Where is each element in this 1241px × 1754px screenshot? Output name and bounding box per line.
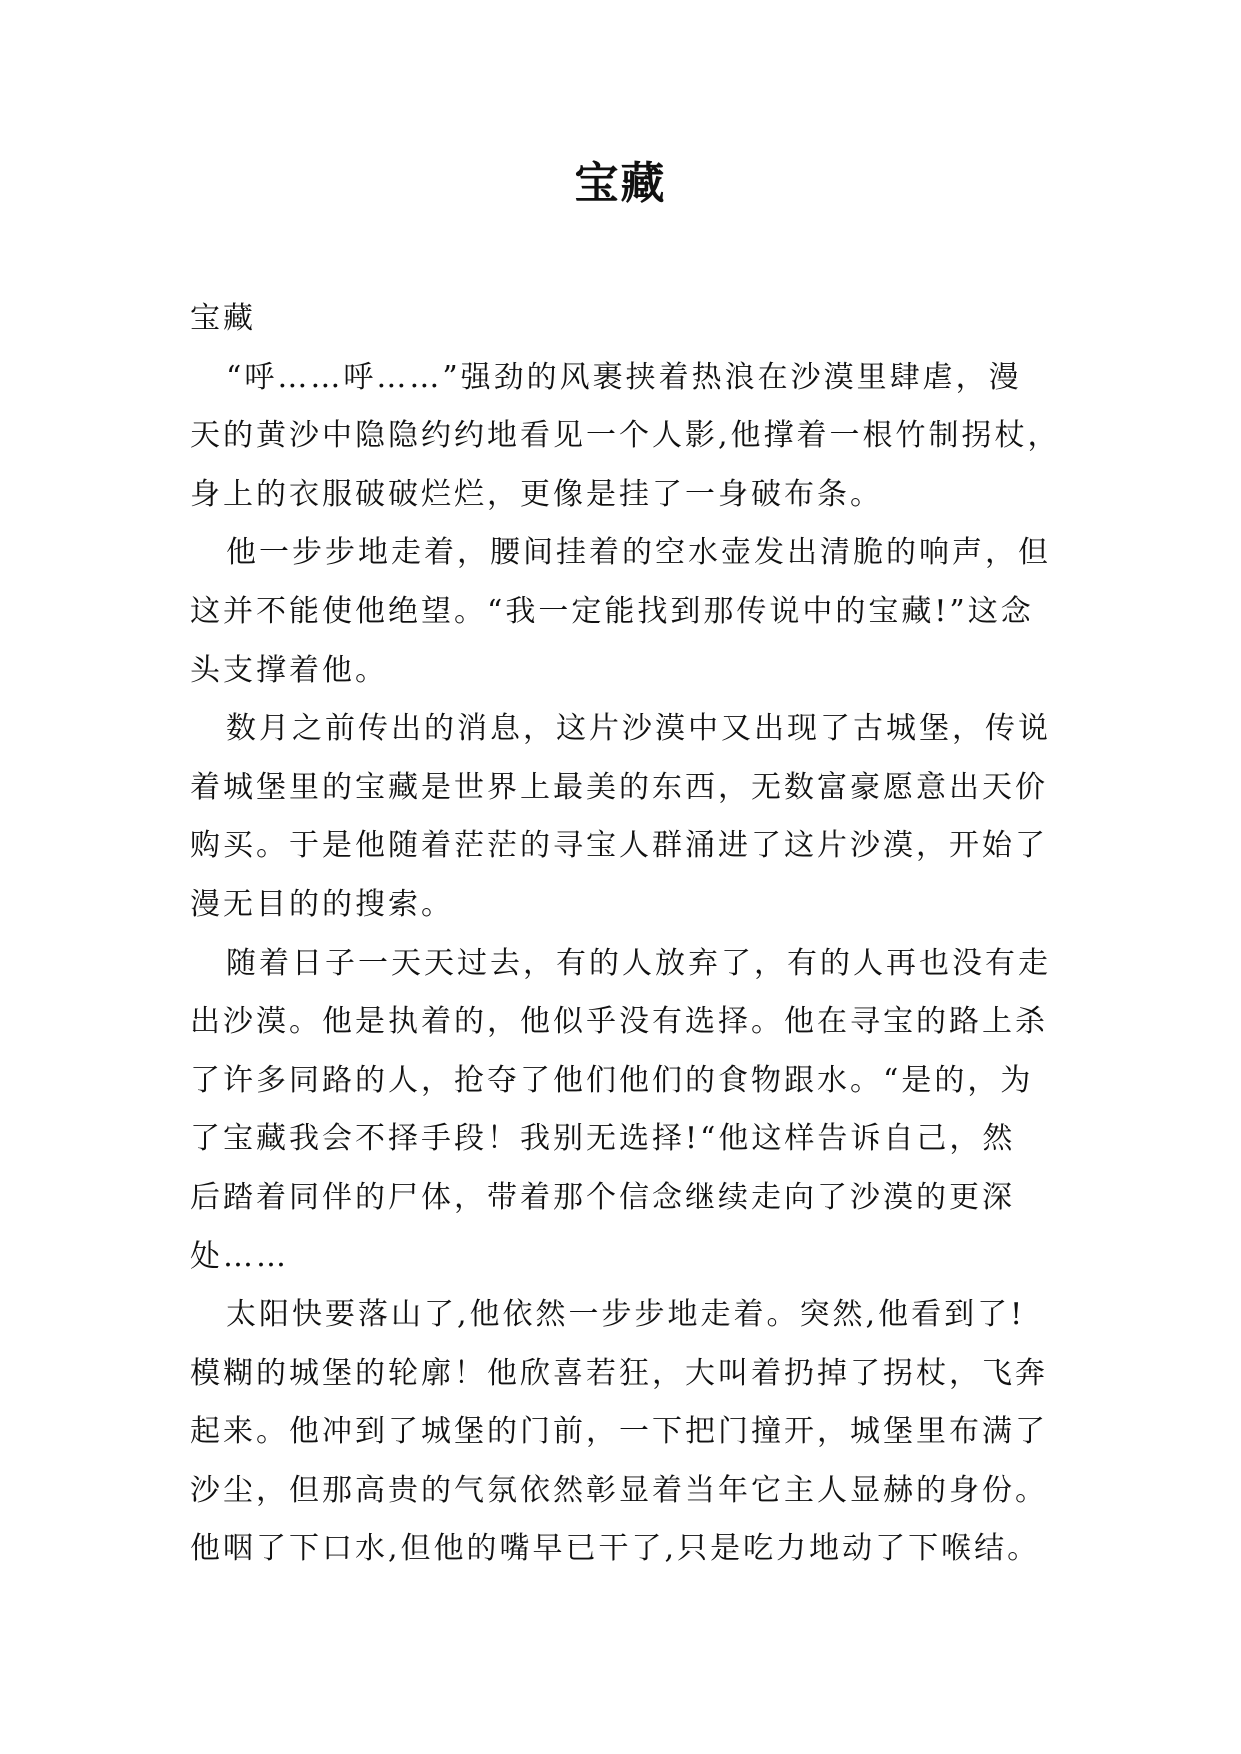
- text-line: 处……: [190, 1238, 289, 1274]
- text-line: 了宝藏我会不择手段！我别无选择!“他这样告诉自己，然: [190, 1121, 1016, 1157]
- text-line: 出沙漠。他是执着的，他似乎没有选择。他在寻宝的路上杀: [190, 1004, 1048, 1040]
- text-line: 太阳快要落山了,他依然一步步地走着。突然,他看到了!: [226, 1297, 1026, 1333]
- text-line: 了许多同路的人，抢夺了他们他们的食物跟水。“是的，为: [190, 1062, 1034, 1098]
- text-line: 漫无目的的搜索。: [190, 886, 454, 922]
- text-line: 头支撑着他。: [190, 652, 388, 688]
- text-line: 他咽了下口水,但他的嘴早已干了,只是吃力地动了下喉结。: [190, 1531, 1041, 1567]
- text-line: 起来。他冲到了城堡的门前，一下把门撞开，城堡里布满了: [190, 1414, 1048, 1450]
- text-line: 后踏着同伴的尸体，带着那个信念继续走向了沙漠的更深: [190, 1179, 1015, 1215]
- text-line: 宝藏: [190, 301, 256, 336]
- text-line: 随着日子一天天过去，有的人放弃了，有的人再也没有走: [226, 945, 1051, 981]
- text-line: 沙尘，但那高贵的气氛依然彰显着当年它主人显赫的身份。: [190, 1472, 1048, 1508]
- text-line: “呼……呼……”强劲的风裹挟着热浪在沙漠里肆虐，漫: [226, 359, 1022, 395]
- text-line: 他一步步地走着，腰间挂着的空水壶发出清脆的响声，但: [226, 535, 1051, 571]
- text-line: 着城堡里的宝藏是世界上最美的东西，无数富豪愿意出天价: [190, 769, 1048, 805]
- text-line: 身上的衣服破破烂烂，更像是挂了一身破布条。: [190, 476, 883, 512]
- text-line: 这并不能使他绝望。“我一定能找到那传说中的宝藏!”这念: [190, 593, 1034, 629]
- text-line: 天的黄沙中隐隐约约地看见一个人影,他撑着一根竹制拐杖，: [190, 418, 1061, 454]
- document-body: [190, 290, 1070, 1579]
- text-line: 购买。于是他随着茫茫的寻宝人群涌进了这片沙漠，开始了: [190, 828, 1048, 864]
- text-line: 模糊的城堡的轮廓！他欣喜若狂，大叫着扔掉了拐杖，飞奔: [190, 1355, 1048, 1391]
- text-line: 数月之前传出的消息，这片沙漠中又出现了古城堡，传说: [226, 711, 1051, 747]
- document-title: 宝藏: [574, 158, 667, 209]
